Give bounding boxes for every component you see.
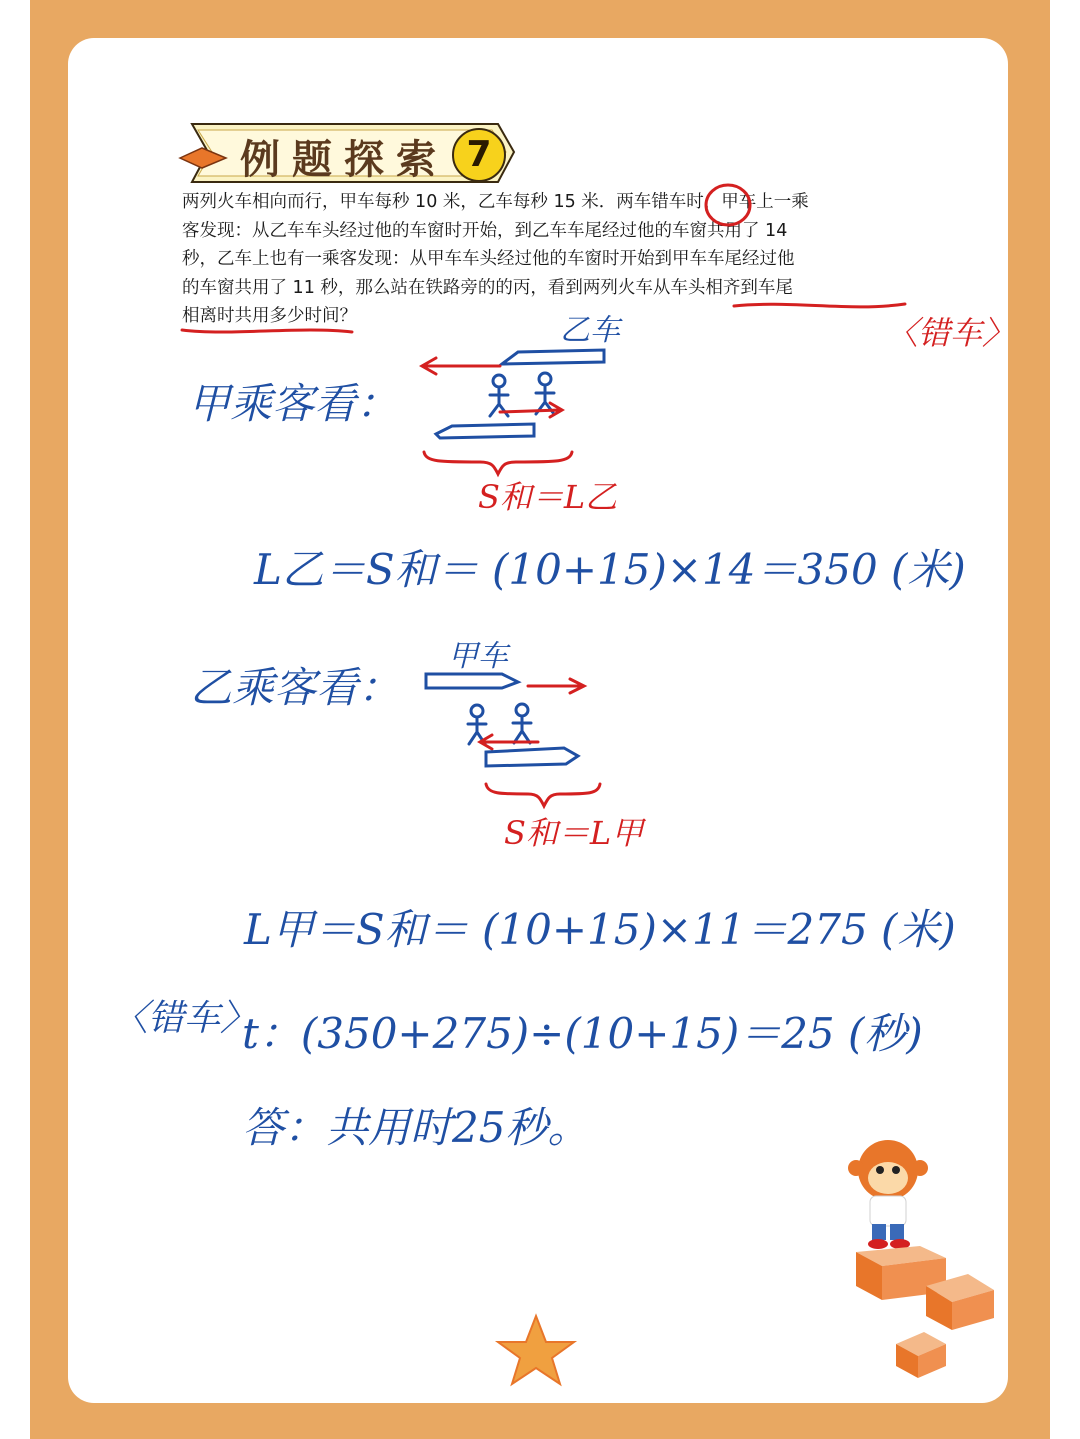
- equation-2: L甲＝S和＝ (10+15)×11＝275 (米): [244, 905, 956, 954]
- note-left: 〈错车〉: [112, 998, 257, 1039]
- brace: [424, 452, 572, 474]
- page-title: 例题探索: [240, 137, 448, 183]
- equation-3: t：(350+275)÷(10+15)＝25 (秒): [242, 1009, 923, 1058]
- problem-line: 两列火车相向而行，甲车每秒 10 米，乙车每秒 15 米．两车错车时，甲车上一乘: [182, 192, 809, 212]
- problem-line: 秒，乙车上也有一乘客发现：从甲车车头经过他的车窗时开始到甲车车尾经过他: [182, 249, 795, 269]
- brace-2: [486, 784, 600, 806]
- underline-mark: [182, 330, 352, 332]
- train-b-shape: [502, 350, 604, 364]
- train-a-shape-2: [426, 674, 518, 688]
- problem-line: 的车窗共用了 11 秒，那么站在铁路旁的的丙，看到两列火车从车头相齐到车尾: [182, 277, 793, 298]
- sum-eq-1: S和＝L乙: [478, 478, 618, 516]
- section1-label: 甲乘客看：: [188, 379, 399, 428]
- arrow-left-2: [480, 735, 538, 749]
- train-b-label: 乙车: [560, 313, 620, 348]
- example-number-badge: 7: [452, 128, 506, 182]
- star-icon: [498, 1316, 574, 1384]
- train-a-shape: [436, 424, 534, 438]
- monkey-mascot-icon: [848, 1140, 928, 1249]
- train-b-shape-2: [486, 748, 578, 766]
- block-platforms-icon: [856, 1246, 994, 1378]
- problem-line: 相离时共用多少时间？: [182, 306, 357, 326]
- sum-eq-2: S和＝L甲: [504, 814, 644, 852]
- passenger-figures-2: [468, 704, 531, 744]
- problem-line: 客发现：从乙车车头经过他的车窗时开始，到乙车车尾经过他的车窗共用了 14: [182, 220, 788, 241]
- underline-mark: [734, 304, 905, 307]
- circle-mark: [706, 185, 750, 225]
- note-right: 〈错车〉: [886, 314, 1015, 352]
- answer-line: 答：共用时25秒。: [242, 1103, 590, 1152]
- arrow-right: [500, 403, 562, 417]
- train-a-label: 甲车: [448, 639, 508, 674]
- arrow-right-2: [528, 679, 584, 693]
- arrow-left: [422, 358, 500, 374]
- section2-label: 乙乘客看：: [190, 663, 401, 712]
- equation-1: L乙＝S和＝ (10+15)×14＝350 (米): [254, 545, 966, 594]
